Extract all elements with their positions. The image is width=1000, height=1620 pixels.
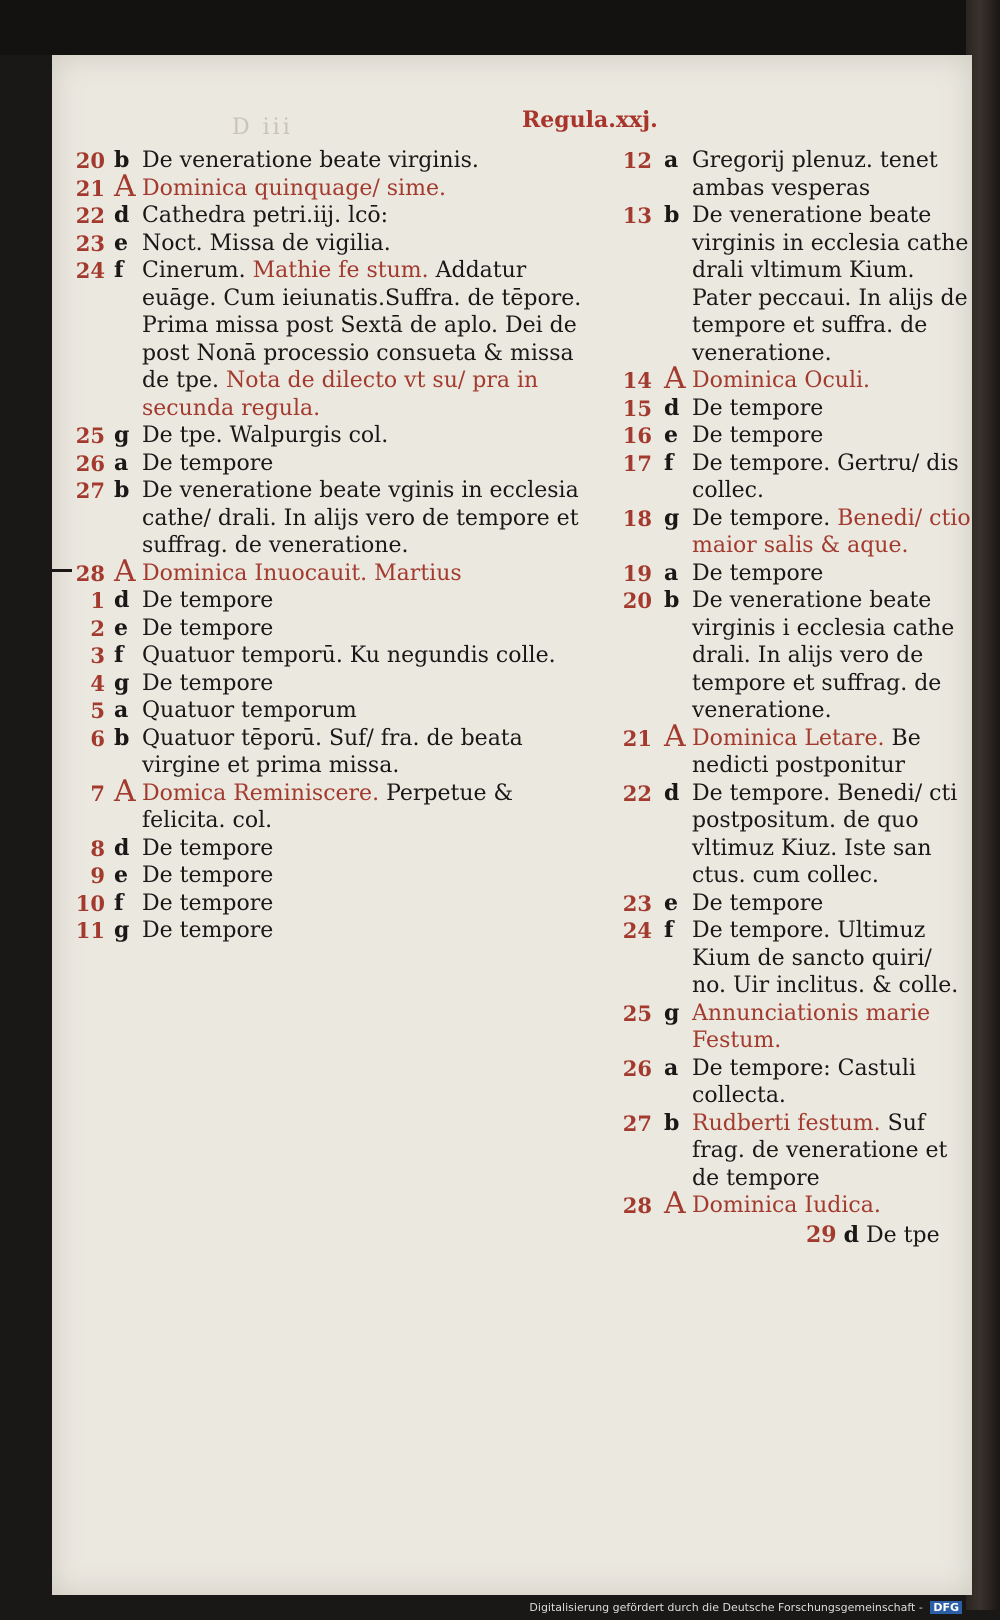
credit-text: Digitalisierung gefördert durch die Deutsche Forschungsgemeinschaft - — [529, 1601, 923, 1614]
calendar-entry — [52, 257, 592, 422]
dominical-letter: f — [664, 449, 674, 476]
entry-text: Dominica Iudica. — [692, 1193, 881, 1218]
calendar-entry — [586, 202, 972, 367]
calendar-entry — [52, 835, 592, 863]
entry-text: De tempore — [142, 670, 274, 696]
entry-text: De veneratione beate virginis. — [142, 148, 479, 173]
entry-text: De tempore: Castuli collecta. — [692, 1055, 916, 1108]
calendar-entry — [52, 670, 592, 698]
dominical-letter: f — [664, 917, 674, 943]
rubric-note: Nota de dilecto vt su/ pra in secunda regula. — [142, 368, 539, 421]
dominical-letter: g — [664, 999, 680, 1026]
day-number: 25 — [622, 1000, 652, 1026]
dominical-letter: b — [114, 724, 130, 751]
entry-text: Quatuor temporū. Ku negundis colle. — [142, 643, 556, 668]
entry-text: De tempore. Ultimuz Kium de sancto quiri/ no. Uir inclitus. & colle. — [692, 918, 959, 998]
dominical-letter: a — [114, 449, 129, 476]
entry-text — [692, 725, 972, 780]
running-header: Regula.xxj. — [522, 107, 658, 133]
feast-name: Rudberti festum. — [692, 1110, 881, 1136]
dominical-letter: d — [114, 834, 130, 861]
day-number: 2 — [90, 615, 105, 641]
entry-text: Gregorij plenuz. tenet ambas vesperas — [692, 148, 938, 201]
calendar-entry — [52, 725, 592, 780]
entry-text — [692, 505, 972, 560]
day-number: 21 — [75, 175, 105, 201]
left-column — [52, 147, 592, 945]
dominical-letter: b — [664, 1109, 680, 1136]
day-number: 23 — [75, 230, 105, 256]
day-number: 17 — [622, 450, 652, 476]
entry-text: Dominica Oculi. — [692, 368, 871, 393]
calendar-entry — [52, 917, 592, 945]
calendar-entry — [52, 890, 592, 918]
day-number: 1 — [90, 588, 105, 613]
calendar-entry — [52, 587, 592, 615]
dominical-letter: e — [114, 229, 128, 256]
entry-text: De tempore — [692, 560, 824, 586]
entry-text: Quatuor temporum — [142, 698, 357, 723]
entry-text-part: Cinerum. — [142, 258, 246, 283]
day-number: 19 — [622, 560, 652, 586]
day-number: 9 — [90, 863, 105, 888]
entry-text: De tempore — [142, 615, 274, 641]
day-number: 15 — [622, 395, 652, 421]
day-number: 28 — [75, 560, 105, 586]
calendar-entry — [586, 780, 972, 890]
day-number: 22 — [75, 203, 105, 228]
entry-text-part: Suf frag. de veneratione et de tempore — [692, 1110, 948, 1191]
day-number: 26 — [75, 450, 105, 476]
sunday-name: Domica Reminiscere. — [142, 780, 380, 806]
sunday-letter: A — [114, 168, 136, 204]
day-number: 18 — [622, 505, 652, 531]
calendar-entry — [586, 718, 972, 780]
entry-text — [142, 780, 592, 835]
day-number: 24 — [622, 918, 652, 943]
calendar-entry — [586, 395, 972, 423]
calendar-entry — [586, 917, 972, 1000]
calendar-entry — [52, 862, 592, 890]
calendar-entry — [586, 1110, 972, 1193]
dominical-letter: g — [114, 669, 130, 696]
dominical-letter: b — [664, 587, 680, 613]
calendar-entry — [52, 422, 592, 450]
day-number: 10 — [75, 890, 105, 916]
digitization-credit — [529, 1601, 962, 1614]
entry-text: De tempore. Gertru/ dis collec. — [692, 450, 959, 503]
entry-text: De tempore — [692, 423, 824, 448]
calendar-entry — [52, 230, 592, 258]
dominical-letter: a — [664, 559, 679, 586]
entry-text-part: De tempore. — [692, 505, 831, 531]
entry-text: De veneratione beate virginis i ecclesia cathe drali. In alijs vero de tempore et suffrag. de veneratione. — [692, 588, 955, 723]
calendar-entry — [586, 1055, 972, 1110]
day-number: 13 — [622, 203, 652, 228]
calendar-entry — [586, 587, 972, 725]
calendar-entry — [586, 560, 972, 588]
day-number: 22 — [622, 780, 652, 806]
calendar-entry — [52, 642, 592, 670]
dominical-letter: a — [664, 1054, 679, 1081]
day-number: 16 — [622, 423, 652, 448]
dominical-letter: a — [664, 147, 679, 173]
sunday-letter: A — [664, 718, 686, 754]
day-number: 5 — [90, 698, 105, 723]
day-number: 23 — [622, 890, 652, 916]
entry-text: De tempore — [142, 890, 274, 916]
scan-top-band — [0, 0, 1000, 55]
day-number: 14 — [622, 368, 652, 393]
feast-name: Mathie fe stum. — [252, 258, 429, 283]
calendar-entry — [586, 147, 972, 202]
day-number: 27 — [75, 478, 105, 503]
entry-text: De tempore. Benedi/ cti postpositum. de quo vltimuz Kiuz. Iste san ctus. cum collec. — [692, 780, 958, 888]
entry-text: De tempore — [692, 395, 824, 421]
dominical-letter: d — [114, 202, 130, 228]
book-page — [52, 55, 972, 1595]
dominical-letter: f — [114, 642, 124, 668]
catchline-entry — [586, 1222, 972, 1250]
dominical-letter: f — [114, 889, 124, 916]
dominical-letter: e — [664, 889, 678, 916]
day-number: 27 — [622, 1110, 652, 1136]
calendar-entry — [52, 477, 592, 560]
entry-text: Quatuor tēporū. Suf/ fra. de beata virgine et prima missa. — [142, 725, 523, 778]
dominical-letter: e — [114, 862, 128, 888]
dominical-letter: a — [114, 697, 129, 723]
entry-text: De tempore — [142, 835, 274, 861]
dominical-letter: b — [114, 477, 130, 503]
entry-text-part: Be nedicti postponitur — [692, 725, 921, 778]
bleed-through-text: D iii — [232, 115, 293, 140]
entry-text: De tempore — [142, 588, 274, 613]
entry-text: De tpe. Walpurgis col. — [142, 423, 389, 448]
dominical-letter: d — [843, 1221, 860, 1248]
sunday-letter: A — [114, 773, 136, 809]
day-number: 25 — [75, 423, 105, 448]
day-number: 28 — [622, 1193, 652, 1218]
dominical-letter: e — [114, 614, 128, 641]
day-number: 24 — [75, 258, 105, 283]
entry-text: De veneratione beate virginis in ecclesia cathe drali vltimum Kium. Pater peccaui. In alijs de tempore et suffra. de veneratione. — [692, 203, 969, 366]
day-number: 11 — [75, 918, 105, 943]
day-number: 8 — [90, 835, 105, 861]
entry-text: De tpe — [866, 1222, 940, 1248]
dominical-letter: f — [114, 257, 124, 283]
calendar-entry — [586, 450, 972, 505]
dominical-letter: d — [114, 587, 130, 613]
calendar-entry — [52, 168, 592, 204]
calendar-entry — [52, 773, 592, 835]
sunday-letter: A — [664, 1186, 686, 1221]
calendar-entry — [586, 505, 972, 560]
catchline — [806, 1222, 972, 1250]
sunday-letter: A — [114, 553, 136, 589]
entry-text: De tempore — [142, 863, 274, 888]
calendar-entry — [586, 361, 972, 396]
day-number: 4 — [90, 670, 105, 696]
calendar-entry — [586, 890, 972, 918]
calendar-entry — [52, 615, 592, 643]
entry-text-part: Addatur euāge. Cum ieiunatis.Suffra. de tēpore. Prima missa post Sextā de aplo. Dei de post Nonā processio consueta & missa de tpe. — [142, 258, 582, 393]
entry-text: Annunciationis marie Festum. — [692, 1000, 931, 1053]
right-column — [586, 147, 972, 1249]
calendar-entry — [586, 422, 972, 450]
calendar-entry — [52, 553, 592, 589]
entry-text: De tempore — [142, 450, 274, 476]
entry-text: De tempore — [142, 918, 274, 943]
dominical-letter: g — [664, 504, 680, 531]
calendar-entry — [586, 1000, 972, 1055]
entry-text: Noct. Missa de vigilia. — [142, 230, 391, 256]
rubric-note: Benedi/ ctio maior salis & aque. — [692, 505, 971, 558]
day-number: 12 — [622, 148, 652, 173]
day-number: 21 — [622, 725, 652, 751]
calendar-entry — [52, 450, 592, 478]
calendar-entry — [52, 202, 592, 230]
day-number: 6 — [90, 725, 105, 751]
day-number: 26 — [622, 1055, 652, 1081]
entry-text — [142, 257, 592, 422]
entry-text — [692, 1110, 972, 1193]
day-number: 20 — [622, 588, 652, 613]
entry-text: De tempore — [692, 890, 824, 916]
entry-text: Cathedra petri.iij. lcō: — [142, 203, 389, 228]
day-number: 20 — [75, 148, 105, 173]
sunday-letter: A — [664, 361, 686, 396]
dfg-logo: DFG — [930, 1601, 962, 1614]
dominical-letter: g — [114, 422, 130, 448]
dominical-letter: d — [664, 779, 680, 806]
sunday-name: Dominica Letare. — [692, 725, 885, 751]
dominical-letter: d — [664, 394, 680, 421]
calendar-entry — [52, 697, 592, 725]
feast-commemoration: Perpetue & felicita. col. — [142, 780, 514, 833]
entry-text: Dominica quinquage/ sime. — [142, 175, 446, 201]
entry-text: De veneratione beate vginis in ecclesia cathe/ drali. In alijs vero de tempore et suffrag. de veneratione. — [142, 478, 579, 558]
dominical-letter: g — [114, 917, 130, 943]
day-number: 7 — [90, 780, 105, 806]
dominical-letter: e — [664, 422, 678, 448]
dominical-letter: b — [664, 202, 680, 228]
day-number: 3 — [90, 643, 105, 668]
day-number: 29 — [806, 1221, 837, 1248]
entry-text: Dominica Inuocauit. Martius — [142, 560, 462, 586]
dominical-letter: b — [114, 147, 130, 173]
calendar-entry — [586, 1186, 972, 1221]
